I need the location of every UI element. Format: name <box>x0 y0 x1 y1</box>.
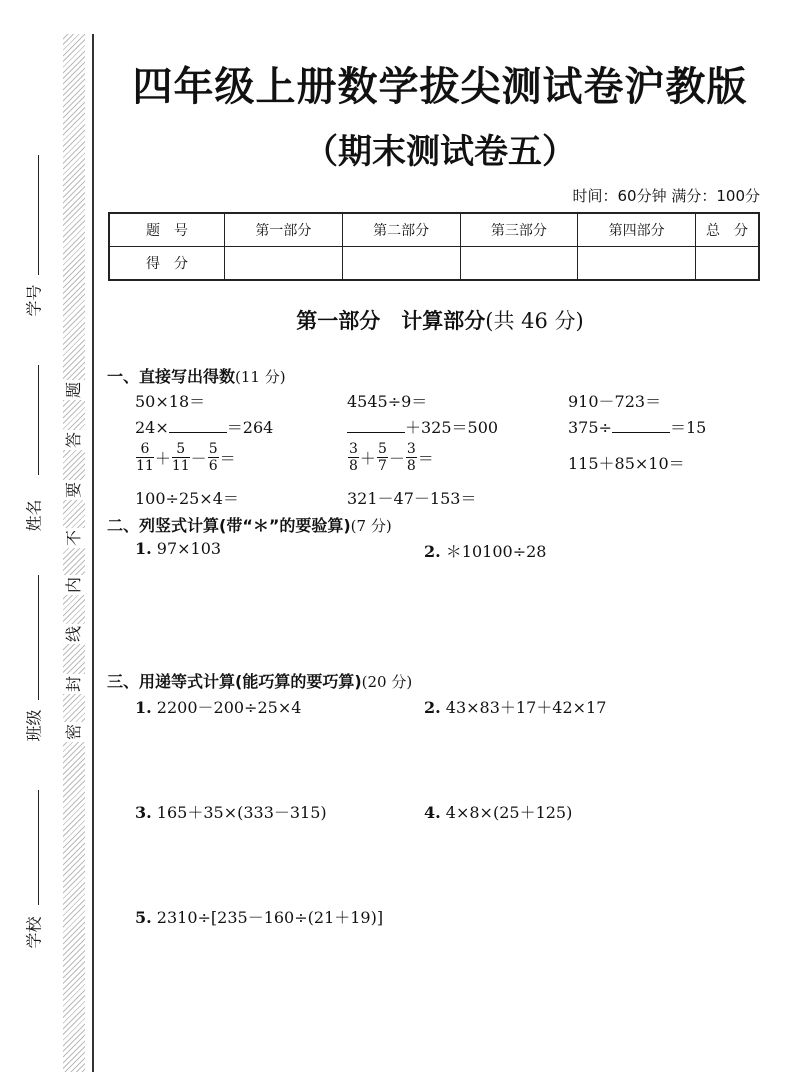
question-number: 3. <box>135 803 152 822</box>
score-input-cell[interactable] <box>342 247 460 281</box>
binding-line <box>92 34 94 1072</box>
section-points: (7 分) <box>350 517 392 535</box>
score-cell: 第二部分 <box>342 213 460 247</box>
seal-char: 密 <box>62 722 86 742</box>
question <box>424 800 572 823</box>
page-subtitle: （期末测试卷五） <box>304 132 576 172</box>
denominator: 7 <box>377 458 387 474</box>
denominator: 6 <box>208 458 218 474</box>
question-part: ＝264 <box>226 418 274 437</box>
section-points: (11 分) <box>235 368 286 386</box>
question-expr: 97×103 <box>151 539 222 558</box>
operator: ＋ <box>154 449 171 468</box>
question-number: 5. <box>135 908 152 927</box>
question-number: 1. <box>135 539 152 558</box>
numerator: 5 <box>208 441 218 457</box>
page-title: 四年级上册数学拔尖测试卷沪教版 <box>132 64 748 110</box>
question-expr: 2310÷[235－160÷(21＋19)] <box>151 908 384 927</box>
name-label: 姓名 <box>24 499 44 532</box>
section-points: (20 分) <box>361 673 413 691</box>
score-table-header-row <box>109 213 759 247</box>
operator: ＝ <box>219 449 236 468</box>
seal-char: 封 <box>62 674 86 694</box>
fraction-question <box>347 441 434 474</box>
answer-blank[interactable] <box>612 418 670 433</box>
fraction <box>208 441 219 474</box>
seal-char: 线 <box>62 624 86 644</box>
score-cell: 题 号 <box>109 213 225 247</box>
question-part: 375÷ <box>568 418 612 437</box>
answer-blank[interactable] <box>347 418 405 433</box>
part-heading <box>100 305 780 335</box>
part-heading-text: 第一部分 计算部分 <box>296 309 486 333</box>
school-label: 学校 <box>24 916 44 949</box>
student-id-line <box>38 155 39 275</box>
question: 100÷25×4＝ <box>135 489 239 508</box>
score-cell: 第四部分 <box>578 213 696 247</box>
question-number: 2. <box>424 698 441 717</box>
numerator: 6 <box>136 441 154 458</box>
score-input-cell[interactable] <box>578 247 696 281</box>
operator: ＝ <box>417 449 434 468</box>
fraction <box>348 441 359 474</box>
question-number: 2. <box>424 542 441 561</box>
section-title-text: 二、列竖式计算(带“＊”的要验算) <box>107 516 351 535</box>
question: 910－723＝ <box>568 392 662 411</box>
class-label: 班级 <box>24 709 44 742</box>
question: 115＋85×10＝ <box>568 454 685 473</box>
section-title-text: 一、直接写出得数 <box>107 367 236 386</box>
denominator: 8 <box>349 458 358 474</box>
binding-hatch <box>63 34 85 1072</box>
score-cell: 第三部分 <box>460 213 578 247</box>
seal-char: 要 <box>62 480 86 500</box>
seal-char: 题 <box>62 380 86 400</box>
name-line <box>38 365 39 475</box>
fraction <box>172 441 190 474</box>
seal-char: 不 <box>62 528 86 548</box>
question <box>135 539 221 558</box>
numerator: 5 <box>172 441 190 458</box>
score-input-cell[interactable] <box>460 247 578 281</box>
question-part: 24× <box>135 418 169 437</box>
part-heading-points: (共 46 分) <box>485 309 584 333</box>
section-title-text: 三、用递等式计算(能巧算的要巧算) <box>107 672 362 691</box>
question-expr: ＊10100÷28 <box>440 542 547 561</box>
question <box>135 800 327 823</box>
question <box>424 695 606 718</box>
question: 50×18＝ <box>135 392 206 411</box>
denominator: 8 <box>406 458 416 474</box>
school-line <box>38 790 39 905</box>
score-cell: 总 分 <box>696 213 760 247</box>
score-input-cell[interactable] <box>696 247 760 281</box>
score-cell: 第一部分 <box>225 213 343 247</box>
numerator: 5 <box>377 441 387 457</box>
fraction <box>406 441 417 474</box>
question: 4545÷9＝ <box>347 392 428 411</box>
exam-meta: 时间：60分钟 满分：100分 <box>572 187 760 205</box>
question-number: 1. <box>135 698 152 717</box>
question-expr: 2200－200÷25×4 <box>151 698 302 717</box>
answer-blank[interactable] <box>169 418 227 433</box>
seal-char: 内 <box>62 575 86 595</box>
operator: － <box>190 449 207 468</box>
question-expr: 43×83＋17＋42×17 <box>440 698 607 717</box>
score-table <box>108 212 760 281</box>
student-id-label: 学号 <box>24 284 44 317</box>
question-part: ＝15 <box>669 418 707 437</box>
question-expr: 165＋35×(333－315) <box>151 803 327 822</box>
denominator: 11 <box>136 458 154 474</box>
denominator: 11 <box>171 458 190 474</box>
operator: － <box>388 449 405 468</box>
section-2-title <box>107 513 392 536</box>
fraction <box>377 441 388 474</box>
question-expr: 4×8×(25＋125) <box>440 803 573 822</box>
section-3-title <box>107 669 412 692</box>
numerator: 3 <box>349 441 358 457</box>
question <box>135 905 383 928</box>
fraction-question <box>135 441 236 474</box>
score-table-score-row <box>109 247 759 281</box>
question <box>135 415 273 438</box>
question <box>347 415 498 438</box>
seal-char: 答 <box>62 430 86 450</box>
question-part: ＋325＝500 <box>405 418 499 437</box>
question <box>424 539 546 562</box>
question: 321－47－153＝ <box>347 489 477 508</box>
operator: ＋ <box>359 449 376 468</box>
question <box>135 695 301 718</box>
class-line <box>38 575 39 700</box>
question <box>568 415 706 438</box>
score-input-cell[interactable] <box>225 247 343 281</box>
numerator: 3 <box>406 441 416 457</box>
section-1-title <box>107 364 286 387</box>
fraction <box>136 441 154 474</box>
question-number: 4. <box>424 803 441 822</box>
score-cell: 得 分 <box>109 247 225 281</box>
